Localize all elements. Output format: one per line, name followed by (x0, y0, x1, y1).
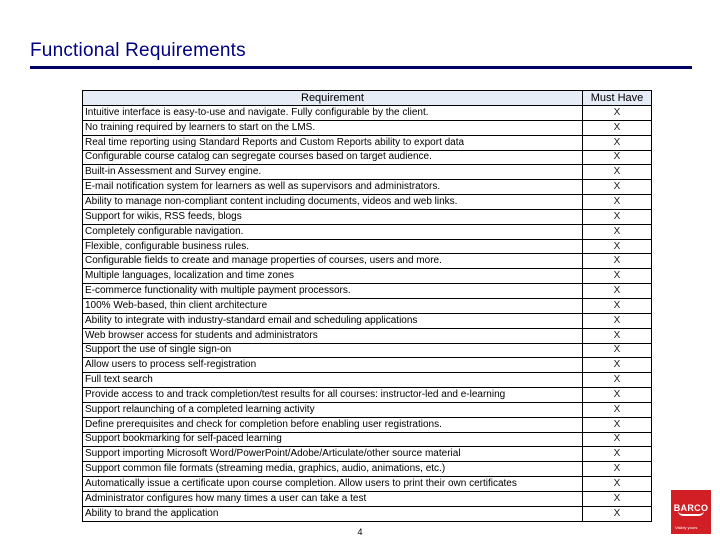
requirement-cell: Flexible, configurable business rules. (83, 239, 583, 254)
requirement-cell: Provide access to and track completion/test results for all courses: instructor-led and e-learning (83, 388, 583, 403)
title-divider (30, 66, 692, 69)
table-row (83, 388, 652, 403)
must-have-cell: X (583, 491, 652, 506)
requirement-cell: Support importing Microsoft Word/PowerPoint/Adobe/Articulate/other source material (83, 447, 583, 462)
must-have-cell: X (583, 269, 652, 284)
table-row (83, 402, 652, 417)
requirement-cell: Full text search (83, 373, 583, 388)
barco-logo (671, 490, 711, 534)
must-have-cell: X (583, 224, 652, 239)
must-have-cell: X (583, 313, 652, 328)
table-row (83, 491, 652, 506)
requirement-cell: Completely configurable navigation. (83, 224, 583, 239)
slide-title: Functional Requirements (30, 40, 246, 61)
table-row (83, 462, 652, 477)
must-have-cell: X (583, 373, 652, 388)
table-row (83, 477, 652, 492)
table-row (83, 284, 652, 299)
must-have-cell: X (583, 298, 652, 313)
must-have-cell: X (583, 402, 652, 417)
requirement-cell: Ability to integrate with industry-standard email and scheduling applications (83, 313, 583, 328)
table-row (83, 150, 652, 165)
table-row (83, 254, 652, 269)
requirements-body (83, 106, 652, 522)
table-row (83, 313, 652, 328)
requirement-cell: Ability to brand the application (83, 506, 583, 521)
must-have-cell: X (583, 328, 652, 343)
must-have-cell: X (583, 195, 652, 210)
must-have-cell: X (583, 447, 652, 462)
requirement-cell: Ability to manage non-compliant content including documents, videos and web links. (83, 195, 583, 210)
table-row (83, 106, 652, 121)
table-row (83, 209, 652, 224)
table-row (83, 135, 652, 150)
must-have-cell: X (583, 150, 652, 165)
header-requirement: Requirement (83, 91, 583, 106)
requirement-cell: Support common file formats (streaming media, graphics, audio, animations, etc.) (83, 462, 583, 477)
table-row (83, 165, 652, 180)
table-row (83, 417, 652, 432)
table-row (83, 432, 652, 447)
requirement-cell: Multiple languages, localization and time zones (83, 269, 583, 284)
must-have-cell: X (583, 417, 652, 432)
must-have-cell: X (583, 209, 652, 224)
table-row (83, 506, 652, 521)
must-have-cell: X (583, 462, 652, 477)
requirement-cell: Built-in Assessment and Survey engine. (83, 165, 583, 180)
requirements-table (82, 90, 652, 522)
requirement-cell: Administrator configures how many times a user can take a test (83, 491, 583, 506)
requirement-cell: E-commerce functionality with multiple payment processors. (83, 284, 583, 299)
requirement-cell: 100% Web-based, thin client architecture (83, 298, 583, 313)
logo-wordmark: BARCO (673, 502, 709, 513)
table-row (83, 120, 652, 135)
table-row (83, 328, 652, 343)
must-have-cell: X (583, 165, 652, 180)
requirement-cell: Configurable course catalog can segregate courses based on target audience. (83, 150, 583, 165)
must-have-cell: X (583, 239, 652, 254)
requirement-cell: Automatically issue a certificate upon course completion. Allow users to print their own certificates (83, 477, 583, 492)
requirement-cell: Web browser access for students and administrators (83, 328, 583, 343)
table-row (83, 298, 652, 313)
must-have-cell: X (583, 506, 652, 521)
requirement-cell: No training required by learners to start on the LMS. (83, 120, 583, 135)
must-have-cell: X (583, 343, 652, 358)
must-have-cell: X (583, 120, 652, 135)
table-row (83, 269, 652, 284)
must-have-cell: X (583, 358, 652, 373)
table-header-row (83, 91, 652, 106)
requirement-cell: Allow users to process self-registration (83, 358, 583, 373)
logo-swoosh-icon (678, 511, 704, 516)
requirement-cell: Support relaunching of a completed learning activity (83, 402, 583, 417)
logo-tagline: Visibly yours (675, 525, 698, 530)
must-have-cell: X (583, 180, 652, 195)
table-row (83, 180, 652, 195)
page-number: 4 (357, 527, 363, 537)
requirement-cell: Support for wikis, RSS feeds, blogs (83, 209, 583, 224)
must-have-cell: X (583, 254, 652, 269)
requirement-cell: Real time reporting using Standard Reports and Custom Reports ability to export data (83, 135, 583, 150)
table-row (83, 239, 652, 254)
must-have-cell: X (583, 135, 652, 150)
requirement-cell: Configurable fields to create and manage properties of courses, users and more. (83, 254, 583, 269)
table-row (83, 195, 652, 210)
table-row (83, 358, 652, 373)
requirement-cell: Support the use of single sign-on (83, 343, 583, 358)
must-have-cell: X (583, 432, 652, 447)
must-have-cell: X (583, 284, 652, 299)
table-row (83, 373, 652, 388)
requirement-cell: Intuitive interface is easy-to-use and navigate. Fully configurable by the client. (83, 106, 583, 121)
table-row (83, 224, 652, 239)
requirement-cell: Define prerequisites and check for completion before enabling user registrations. (83, 417, 583, 432)
table-row (83, 447, 652, 462)
must-have-cell: X (583, 477, 652, 492)
must-have-cell: X (583, 106, 652, 121)
table-row (83, 343, 652, 358)
requirement-cell: Support bookmarking for self-paced learning (83, 432, 583, 447)
header-must-have: Must Have (583, 91, 652, 106)
requirement-cell: E-mail notification system for learners as well as supervisors and administrators. (83, 180, 583, 195)
must-have-cell: X (583, 388, 652, 403)
